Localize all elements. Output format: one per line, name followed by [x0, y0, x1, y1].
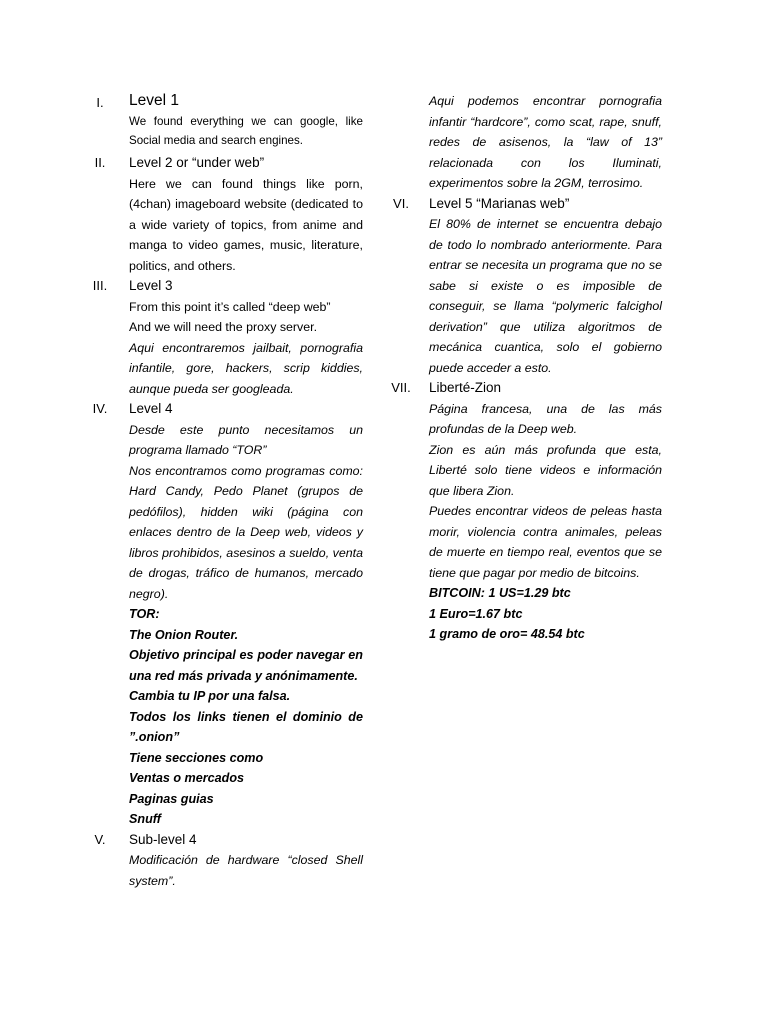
left-column	[80, 90, 363, 891]
level-5-title: Level 5 “Marianas web”	[429, 195, 570, 211]
list-number: III.	[92, 278, 108, 293]
tor-line: Snuff	[129, 812, 161, 826]
list-number: VII.	[391, 380, 411, 395]
level-3-text: Aqui encontraremos jailbait, pornografia infantile, gore, hackers, scrip kiddies, aunque pueda ser googleada.	[129, 340, 363, 396]
sublevel-4-title: Sub-level 4	[129, 831, 197, 847]
sublevel-4-text: Modificación de hardware “closed Shell system”.	[129, 853, 363, 888]
level-3-section	[80, 276, 363, 399]
tor-line: Ventas o mercados	[129, 771, 245, 785]
level-2-text: Here we can found things like porn, (4chan) imageboard website (dedicated to a wide variety of topics, from anime and manga to video games, music, literature, politics, and others.	[129, 176, 363, 273]
list-number: I.	[96, 95, 104, 110]
level-3-line-1: From this point it’s called “deep web”	[129, 299, 331, 314]
tor-line: TOR:	[129, 607, 160, 621]
zion-text-3: Puedes encontrar videos de peleas hasta morir, violencia contra animales, peleas de muerte en tiempo real, eventos que se tiene que pagar por medio de bitcoins.	[429, 504, 662, 580]
tor-line: Tiene secciones como	[129, 750, 264, 765]
zion-text-1: Página francesa, una de las más profundas de la Deep web.	[429, 401, 662, 436]
zion-title: Liberté-Zion	[429, 380, 502, 395]
continuation-text: Aqui podemos encontrar pornografia infantir “hardcore”, como scat, rape, snuff, redes de asisenos, la “law of 13” relacionada con los Iluminati, experimentos sobre la 2GM, terrosimo.	[429, 94, 662, 190]
tor-line: Objetivo principal es poder navegar en una red más privada y anónimamente.	[129, 648, 363, 683]
level-1-title: Level 1	[129, 92, 179, 109]
bitcoin-rate-line: BITCOIN: 1 US=1.29 btc	[429, 586, 571, 600]
level-2-title: Level 2 or “under web”	[129, 155, 265, 170]
tor-line: The Onion Router.	[129, 627, 239, 642]
tor-line: Cambia tu IP por una falsa.	[129, 689, 291, 703]
list-number: VI.	[393, 195, 409, 211]
bitcoin-rate-line: 1 Euro=1.67 btc	[429, 606, 523, 621]
level-1-text: We found everything we can google, like Social media and search engines.	[129, 115, 363, 147]
bitcoin-rate-line: 1 gramo de oro= 48.54 btc	[429, 627, 585, 641]
zion-section	[381, 378, 662, 645]
list-number: II.	[94, 155, 106, 170]
list-number: V.	[94, 831, 106, 847]
level-3-line-2: And we will need the proxy server.	[129, 320, 318, 334]
tor-line: Todos los links tienen el dominio de ”.onion”	[129, 709, 363, 744]
level-4-title: Level 4	[129, 401, 173, 416]
level-1-section	[80, 90, 363, 150]
right-column	[381, 91, 662, 645]
level-4-section	[80, 399, 363, 830]
sublevel-4-section	[80, 830, 363, 892]
level-5-section	[381, 194, 662, 379]
level-5-text: El 80% de internet se encuentra debajo de todo lo nombrado anteriormente. Para entrar se necesita un programa que no se sabe si existe o es imposible de conseguir, se llama “polymeric falcighol derivation” que utiliza algoritmos de mecánica cuantica, solo el gobierno puede acceder a esto.	[429, 217, 662, 375]
level-3-title: Level 3	[129, 278, 173, 293]
continuation-section	[381, 91, 662, 194]
list-number: IV.	[92, 401, 108, 416]
zion-text-2: Zion es aún más profunda que esta, Liberté solo tiene videos e información que libera Zion.	[429, 442, 662, 498]
level-4-text-2: Nos encontramos como programas como: Hard Candy, Pedo Planet (grupos de pedófilos), hidden wiki (página con enlaces dentro de la Deep web, videos y libros prohibidos, asesinos a sueldo, venta de drogas, tráfico de humanos, mercado negro).	[129, 463, 363, 601]
level-2-section	[80, 153, 363, 276]
level-4-text-1: Desde este punto necesitamos un programa llamado “TOR”	[129, 422, 363, 457]
tor-line: Paginas guias	[129, 791, 214, 806]
